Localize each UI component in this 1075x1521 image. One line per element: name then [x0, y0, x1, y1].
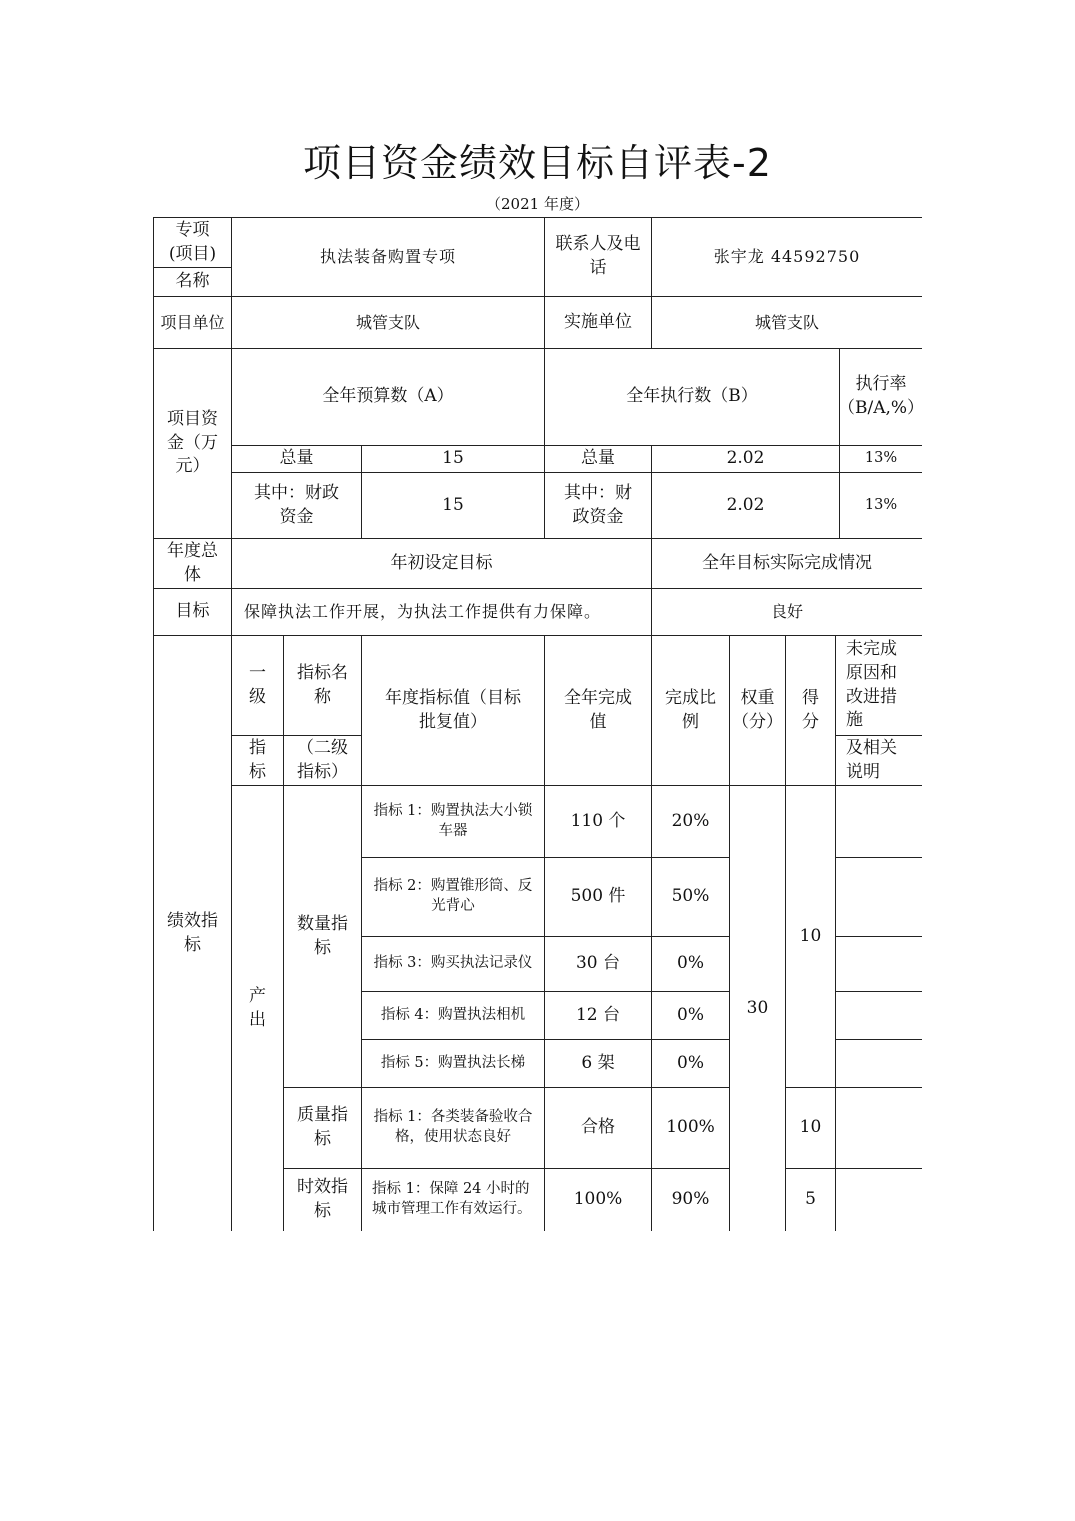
done-q1: 110 个 — [544, 785, 651, 857]
total-rate: 13% — [839, 445, 922, 472]
budget-header: 全年预算数（A） — [231, 348, 544, 445]
h-name-b: （二级指标） — [283, 735, 361, 785]
total-label-a: 总量 — [231, 445, 361, 472]
perf-label: 绩效指标 — [153, 635, 231, 1231]
reason-q5 — [835, 1039, 922, 1087]
goal-label-top: 年度总体 — [153, 538, 231, 588]
year-subtitle: （2021 年度） — [486, 195, 589, 213]
group-quality: 质量指标 — [283, 1087, 361, 1168]
fiscal-label-b: 其中：财政资金 — [544, 472, 651, 538]
weight-total: 30 — [729, 785, 785, 1231]
score-timeliness: 5 — [785, 1168, 835, 1231]
total-label-b: 总量 — [544, 445, 651, 472]
h-reason-a: 未完成原因和改进措施 — [835, 635, 922, 735]
reason-q4 — [835, 991, 922, 1039]
total-exec: 2.02 — [651, 445, 839, 472]
h-weight: 权重（分） — [729, 635, 785, 785]
contact-label: 联系人及电话 — [544, 217, 651, 296]
fiscal-budget: 15 — [361, 472, 544, 538]
goal-set-value: 保障执法工作开展，为执法工作提供有力保障。 — [231, 588, 651, 635]
done-quality-1: 合格 — [544, 1087, 651, 1168]
ratio-q3: 0% — [651, 936, 729, 991]
ratio-q4: 0% — [651, 991, 729, 1039]
group-quantity: 数量指标 — [283, 785, 361, 1087]
h-target: 年度指标值（目标批复值） — [361, 635, 544, 785]
fiscal-exec: 2.02 — [651, 472, 839, 538]
reason-q3 — [835, 936, 922, 991]
h-level1-b: 指标 — [231, 735, 283, 785]
reason-quality-1 — [835, 1087, 922, 1168]
project-name-label-line1: 专项 — [175, 219, 210, 240]
contact-value: 张宇龙 44592750 — [651, 217, 922, 296]
unit-label: 项目单位 — [153, 296, 231, 348]
unit-value: 城管支队 — [231, 296, 544, 348]
page-title: 项目资金绩效目标自评表-2 — [303, 141, 772, 185]
done-q3: 30 台 — [544, 936, 651, 991]
score-quantity: 10 — [785, 785, 835, 1087]
project-name-label-3: 名称 — [153, 267, 231, 296]
goal-actual-header: 全年目标实际完成情况 — [651, 538, 922, 588]
goal-label-bottom: 目标 — [153, 588, 231, 635]
ratio-q1: 20% — [651, 785, 729, 857]
impl-label: 实施单位 — [544, 296, 651, 348]
exec-header: 全年执行数（B） — [544, 348, 839, 445]
goal-actual-value: 良好 — [651, 588, 922, 635]
done-q2: 500 件 — [544, 857, 651, 936]
score-quality: 10 — [785, 1087, 835, 1168]
group-timeliness: 时效指标 — [283, 1168, 361, 1231]
project-name-value: 执法装备购置专项 — [231, 217, 544, 296]
indicator-q4: 指标 4：购置执法相机 — [361, 991, 544, 1039]
funds-label: 项目资金（万元） — [153, 348, 231, 538]
indicator-q2: 指标 2：购置锥形筒、反光背心 — [361, 857, 544, 936]
level1-output: 产出 — [231, 785, 283, 1231]
done-q4: 12 台 — [544, 991, 651, 1039]
indicator-quality-1: 指标 1：各类装备验收合格，使用状态良好 — [361, 1087, 544, 1168]
h-reason-b: 及相关说明 — [835, 735, 922, 785]
impl-value: 城管支队 — [651, 296, 922, 348]
indicator-q5: 指标 5：购置执法长梯 — [361, 1039, 544, 1087]
h-done: 全年完成值 — [544, 635, 651, 785]
total-budget: 15 — [361, 445, 544, 472]
fiscal-rate: 13% — [839, 472, 922, 538]
reason-timeliness-1 — [835, 1168, 922, 1231]
indicator-timeliness-1: 指标 1：保障 24 小时的城市管理工作有效运行。 — [361, 1168, 544, 1231]
ratio-timeliness-1: 90% — [651, 1168, 729, 1231]
project-name-label-line2: (项目) — [168, 243, 217, 264]
rate-header: 执行率（B/A,%） — [839, 348, 922, 445]
ratio-q5: 0% — [651, 1039, 729, 1087]
indicator-q3: 指标 3：购买执法记录仪 — [361, 936, 544, 991]
h-ratio: 完成比例 — [651, 635, 729, 785]
fiscal-label-a: 其中：财政资金 — [231, 472, 361, 538]
h-level1-a: 一级 — [231, 635, 283, 735]
done-timeliness-1: 100% — [544, 1168, 651, 1231]
done-q5: 6 架 — [544, 1039, 651, 1087]
ratio-quality-1: 100% — [651, 1087, 729, 1168]
project-name-label — [153, 217, 231, 267]
indicator-q1: 指标 1：购置执法大小锁车器 — [361, 785, 544, 857]
h-score: 得分 — [785, 635, 835, 785]
goal-set-header: 年初设定目标 — [231, 538, 651, 588]
h-name-a: 指标名称 — [283, 635, 361, 735]
ratio-q2: 50% — [651, 857, 729, 936]
reason-q2 — [835, 857, 922, 936]
reason-q1 — [835, 785, 922, 857]
